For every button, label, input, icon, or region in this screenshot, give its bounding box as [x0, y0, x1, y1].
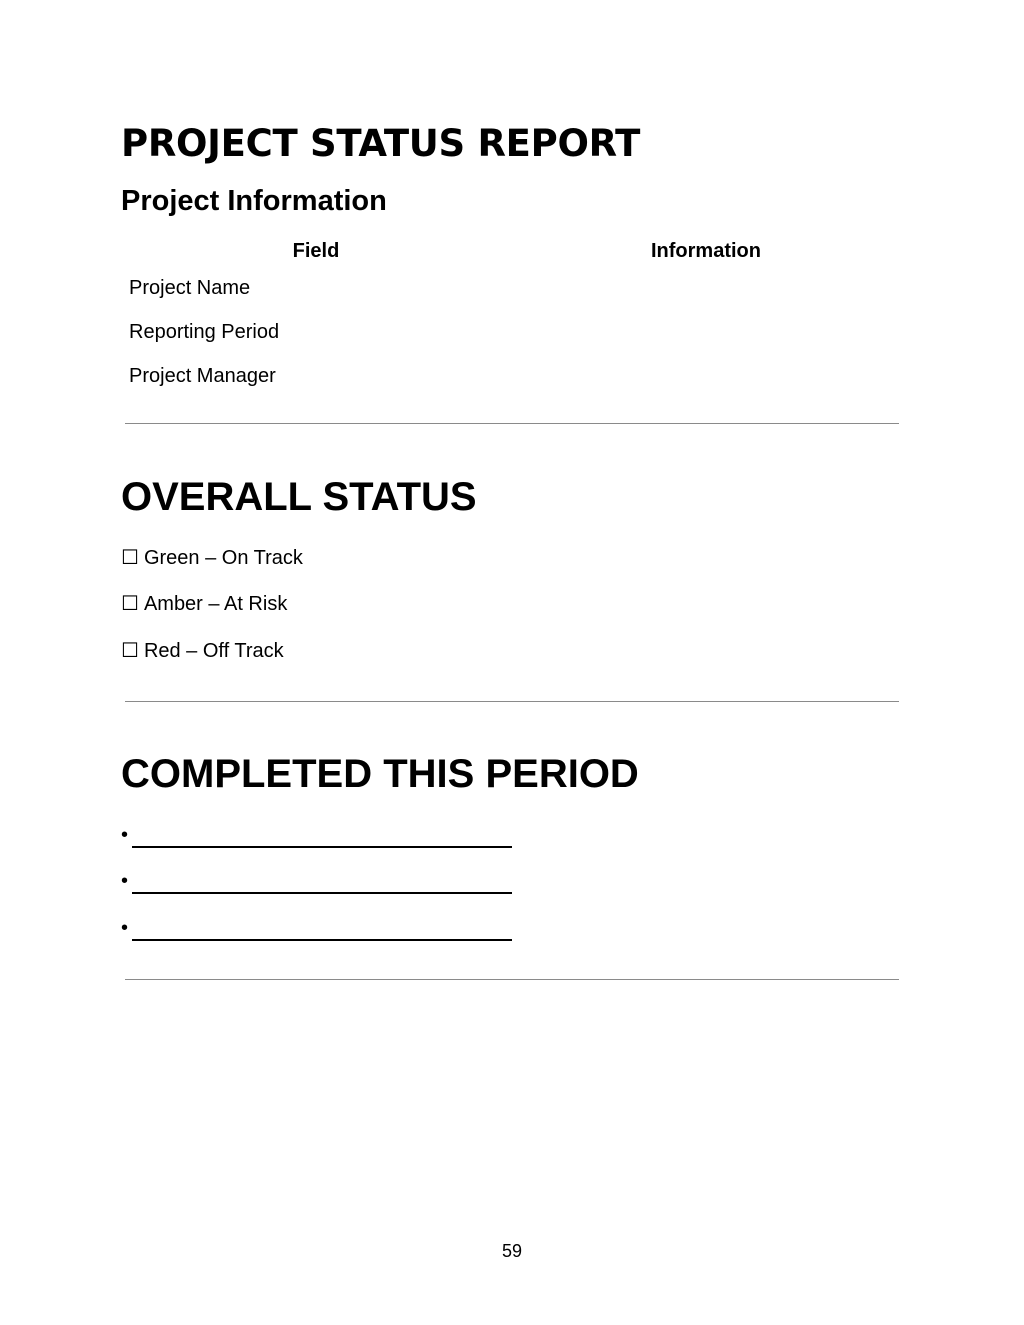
- bullet-icon: •: [121, 917, 129, 939]
- status-option-green[interactable]: [121, 544, 303, 571]
- overall-status-heading: OVERALL STATUS: [121, 475, 477, 519]
- completed-this-period-heading: COMPLETED THIS PERIOD: [121, 752, 639, 796]
- table-row-project-name: [121, 266, 901, 310]
- project-information-table: [121, 236, 901, 398]
- bullet-icon: •: [121, 870, 129, 892]
- section-divider: [125, 701, 899, 702]
- table-row-project-manager: [121, 354, 901, 398]
- completed-item-blank[interactable]: [132, 917, 512, 941]
- field-value-reporting-period[interactable]: [511, 310, 901, 354]
- completed-item-line[interactable]: [121, 915, 512, 941]
- section-divider: [125, 979, 899, 980]
- status-option-label: Amber – At Risk: [143, 593, 288, 615]
- bullet-icon: •: [121, 824, 129, 846]
- status-option-label: Green – On Track: [143, 547, 303, 569]
- table-row-reporting-period: [121, 310, 901, 354]
- checkbox-icon[interactable]: ☐: [121, 591, 139, 615]
- column-header-information: Information: [651, 239, 761, 262]
- status-option-label: Red – Off Track: [143, 640, 284, 662]
- field-label-project-manager: Project Manager: [129, 364, 276, 387]
- table-header-row: [121, 236, 901, 266]
- project-information-heading: Project Information: [121, 185, 387, 217]
- checkbox-icon[interactable]: ☐: [121, 545, 139, 569]
- field-value-project-name[interactable]: [511, 266, 901, 310]
- field-label-project-name: Project Name: [129, 276, 251, 299]
- completed-item-blank[interactable]: [132, 870, 512, 894]
- document-title: PROJECT STATUS REPORT: [121, 122, 641, 165]
- completed-item-blank[interactable]: [132, 824, 512, 848]
- status-option-amber[interactable]: [121, 590, 287, 617]
- status-option-red[interactable]: [121, 637, 284, 664]
- checkbox-icon[interactable]: ☐: [121, 638, 139, 662]
- field-value-project-manager[interactable]: [511, 354, 901, 398]
- completed-item-line[interactable]: [121, 868, 512, 894]
- column-header-field: Field: [292, 239, 340, 262]
- completed-item-line[interactable]: [121, 822, 512, 848]
- section-divider: [125, 423, 899, 424]
- page-number: 59: [501, 1241, 523, 1261]
- field-label-reporting-period: Reporting Period: [129, 320, 280, 343]
